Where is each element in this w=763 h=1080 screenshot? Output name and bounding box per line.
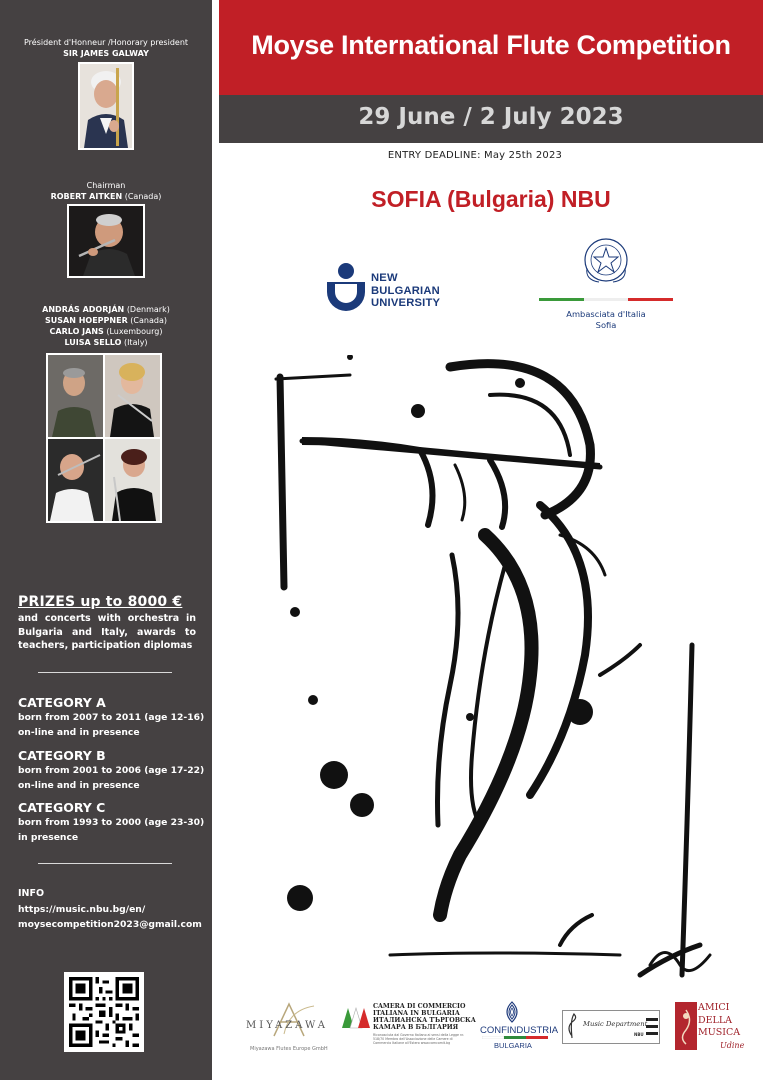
- jury-name-2: SUSAN HOEPPNER: [45, 316, 128, 325]
- ccib-bg-line-1: ИТАЛИАНСКА ТЪРГОВСКА: [373, 1017, 476, 1024]
- jury-name-1: ANDRÁS ADORJÁN: [42, 305, 125, 314]
- prizes-title: PRIZES up to 8000 €: [18, 594, 183, 610]
- jury-line-1: [0, 304, 212, 315]
- jury-country-1: (Denmark): [126, 305, 170, 314]
- jury-country-2: (Canada): [130, 316, 167, 325]
- nbu-logo: [327, 262, 477, 314]
- chair-country: (Canada): [124, 192, 162, 201]
- competition-title: Moyse International Flute Competition: [251, 30, 731, 60]
- jury-line-2: [0, 315, 212, 326]
- ccib-small-print: Riconosciuta dal Governo Italiano ai sensi della Legge nr. 518/70 Membro dell'Associazione delle Camere di Commercio Italiane all'Estero www.camcomit.bg: [373, 1033, 465, 1045]
- confindustria-country: BULGARIA: [494, 1041, 532, 1050]
- ccib-bulgarian: [373, 1017, 476, 1031]
- confindustria-flag-bar: [482, 1036, 548, 1039]
- confindustria-name: CONFINDUSTRIA: [480, 1025, 559, 1036]
- embassy-line-1: Ambasciata d'Italia: [566, 309, 646, 319]
- jury-line-3: [0, 326, 212, 337]
- italian-emblem-icon: [539, 232, 673, 304]
- miyazawa-name: MIYAZAWA: [246, 1020, 329, 1031]
- nbu-line-2: BULGARIAN: [371, 284, 440, 297]
- category-a-line-1: born from 2007 to 2011 (age 12-16): [18, 712, 205, 723]
- jury-photo-grid: [46, 353, 162, 523]
- amici-emblem-icon: [675, 1002, 697, 1050]
- prizes-text: and concerts with orchestra in Bulgaria and Italy, awards to teachers, participation diplomas: [18, 613, 196, 651]
- ccib-bg-line-2: КАМАРА В БЪЛГАРИЯ: [373, 1024, 459, 1031]
- ccib-italian: [373, 1003, 466, 1017]
- category-c-title: CATEGORY C: [18, 800, 106, 815]
- amici-line-2: DELLA: [698, 1014, 733, 1026]
- nbu-name: [371, 272, 440, 310]
- category-b-title: CATEGORY B: [18, 748, 106, 763]
- nbu-line-1: NEW: [371, 272, 398, 284]
- jury-country-3: (Luxembourg): [106, 327, 163, 336]
- honorary-name: SIR JAMES GALWAY: [63, 49, 149, 58]
- embassy-name: [539, 309, 673, 330]
- separator-2: [38, 863, 172, 864]
- amici-name: [698, 1002, 740, 1040]
- chair-name: ROBERT AITKEN: [50, 192, 123, 201]
- amici-line-3: MUSICA: [698, 1027, 741, 1038]
- embassy-logo: [539, 232, 673, 334]
- category-b-line-2: on-line and in presence: [18, 780, 140, 791]
- confindustria-emblem-icon: [500, 1000, 524, 1024]
- embassy-line-2: Sofia: [595, 319, 617, 330]
- ccib-line-1: CAMERA DI COMMERCIO: [373, 1003, 466, 1010]
- category-a-line-2: on-line and in presence: [18, 727, 140, 738]
- category-c-line-1: born from 1993 to 2000 (age 23-30): [18, 817, 205, 828]
- venue: SOFIA (Bulgaria) NBU: [371, 186, 611, 212]
- separator-1: [38, 672, 172, 673]
- amici-city: Udine: [720, 1041, 745, 1050]
- amici-line-1: AMICI: [698, 1002, 730, 1013]
- jury-country-4: (Italy): [123, 338, 148, 347]
- ccib-emblem-icon: [340, 1004, 370, 1030]
- category-c-line-2: in presence: [18, 832, 79, 843]
- honorary-role: Président d'Honneur /Honorary president: [23, 38, 189, 47]
- entry-deadline: ENTRY DEADLINE: May 25th 2023: [387, 150, 563, 161]
- qr-code[interactable]: [64, 972, 144, 1052]
- sidebar: [0, 0, 212, 1080]
- nbu-line-3: UNIVERSITY: [371, 297, 441, 309]
- category-a-title: CATEGORY A: [18, 695, 106, 710]
- chair-line: [0, 191, 212, 202]
- title-bar: [219, 0, 763, 95]
- nbu-emblem-icon: [327, 262, 365, 312]
- ccib-line-2: ITALIANA IN BULGARIA: [373, 1010, 460, 1017]
- jury-line-4: [0, 337, 212, 348]
- date-bar: [219, 95, 763, 143]
- competition-dates: 29 June / 2 July 2023: [358, 104, 624, 130]
- music-department-name: Music Department: [583, 1020, 648, 1028]
- aitken-photo: [67, 204, 145, 278]
- category-b-line-1: born from 2001 to 2006 (age 17-22): [18, 765, 205, 776]
- jury-name-4: LUISA SELLO: [64, 338, 122, 347]
- galway-photo: [78, 62, 134, 150]
- info-url[interactable]: https://music.nbu.bg/en/: [18, 904, 146, 915]
- jury-name-3: CARLO JANS: [49, 327, 104, 336]
- qr-code-graphic: [69, 977, 139, 1047]
- chair-role: Chairman: [86, 181, 126, 190]
- info-email[interactable]: moysecompetition2023@gmail.com: [18, 919, 202, 930]
- miyazawa-sub: Miyazawa Flutes Europe GmbH: [250, 1046, 328, 1052]
- flute-player-artwork: [240, 355, 740, 995]
- music-department-nbu: NBU: [634, 1032, 644, 1037]
- info-title: INFO: [18, 888, 45, 899]
